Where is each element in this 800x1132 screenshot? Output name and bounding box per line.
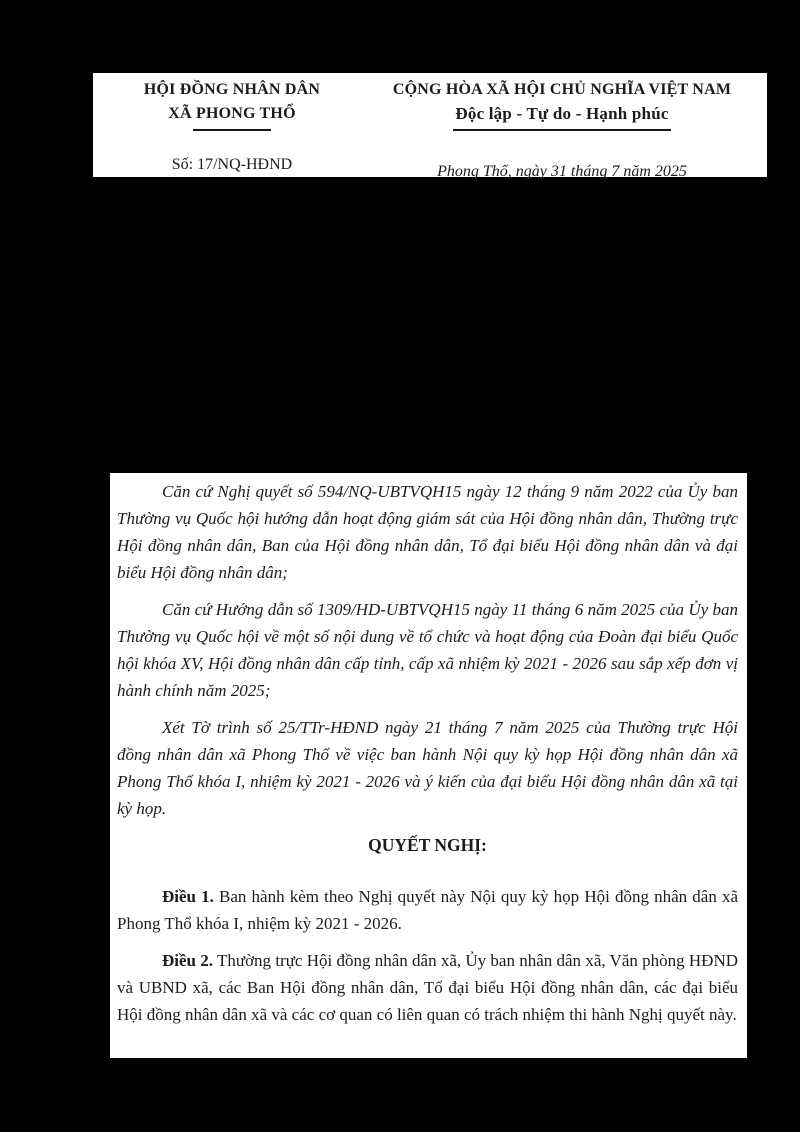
recital-paragraph-3: Xét Tờ trình số 25/TTr-HĐND ngày 21 tháng 7 năm 2025 của Thường trực Hội đồng nhân dân xã Phong Thổ về việc ban hành Nội quy kỳ họp Hội đồng nhân dân xã Phong Thổ khóa I, nhiệm kỳ 2021 - 2026 và ý kiến của đại biểu Hội đồng nhân dân xã tại kỳ họp. — [117, 718, 738, 818]
document-number: Số: 17/NQ-HĐND — [171, 156, 293, 173]
article-2 — [117, 947, 738, 1028]
resolution-heading: QUYẾT NGHỊ: — [368, 835, 487, 855]
document-body — [110, 473, 747, 1058]
recital-paragraph-1: Căn cứ Nghị quyết số 594/NQ-UBTVQH15 ngày 12 tháng 9 năm 2022 của Ủy ban Thường vụ Quốc hội hướng dẫn hoạt động giám sát của Hội đồng nhân dân, Thường trực Hội đồng nhân dân, Ban của Hội đồng nhân dân, Tổ đại biểu Hội đồng nhân dân và đại biểu Hội đồng nhân dân; — [117, 482, 738, 582]
issuer-name-line2: XÃ PHONG THỔ — [168, 105, 296, 122]
issuer-underline — [193, 129, 271, 131]
national-title: CỘNG HÒA XÃ HỘI CHỦ NGHĨA VIỆT NAM — [392, 81, 732, 98]
national-block — [371, 78, 767, 180]
national-motto-text: Độc lập - Tự do - Hạnh phúc — [453, 102, 670, 131]
recital-paragraph-2: Căn cứ Hướng dẫn số 1309/HD-UBTVQH15 ngày 11 tháng 6 năm 2025 của Ủy ban Thường vụ Quốc hội về một số nội dung về tổ chức và hoạt động của Đoàn đại biểu Quốc hội khóa XV, Hội đồng nhân dân cấp tỉnh, cấp xã nhiệm kỳ 2021 - 2026 sau sắp xếp đơn vị hành chính năm 2025; — [117, 600, 738, 700]
article-2-text: Thường trực Hội đồng nhân dân xã, Ủy ban nhân dân xã, Văn phòng HĐND và UBND xã, các Ban Hội đồng nhân dân, Tổ đại biểu Hội đồng nhân dân, các đại biểu Hội đồng nhân dân xã và các cơ quan có liên quan có trách nhiệm thi hành Nghị quyết này. — [117, 951, 738, 1024]
article-1 — [117, 883, 738, 937]
article-2-label: Điều 2. — [162, 951, 214, 970]
place-date-line: Phong Thổ, ngày 31 tháng 7 năm 2025 — [437, 163, 687, 180]
issuer-name-line1: HỘI ĐỒNG NHÂN DÂN — [143, 81, 321, 98]
article-1-label: Điều 1. — [162, 887, 214, 906]
issuer-block — [93, 78, 371, 177]
national-motto — [371, 102, 753, 131]
article-1-text: Ban hành kèm theo Nghị quyết này Nội quy kỳ họp Hội đồng nhân dân xã Phong Thổ khóa I, nhiệm kỳ 2021 - 2026. — [117, 887, 739, 933]
document-header — [93, 73, 767, 180]
